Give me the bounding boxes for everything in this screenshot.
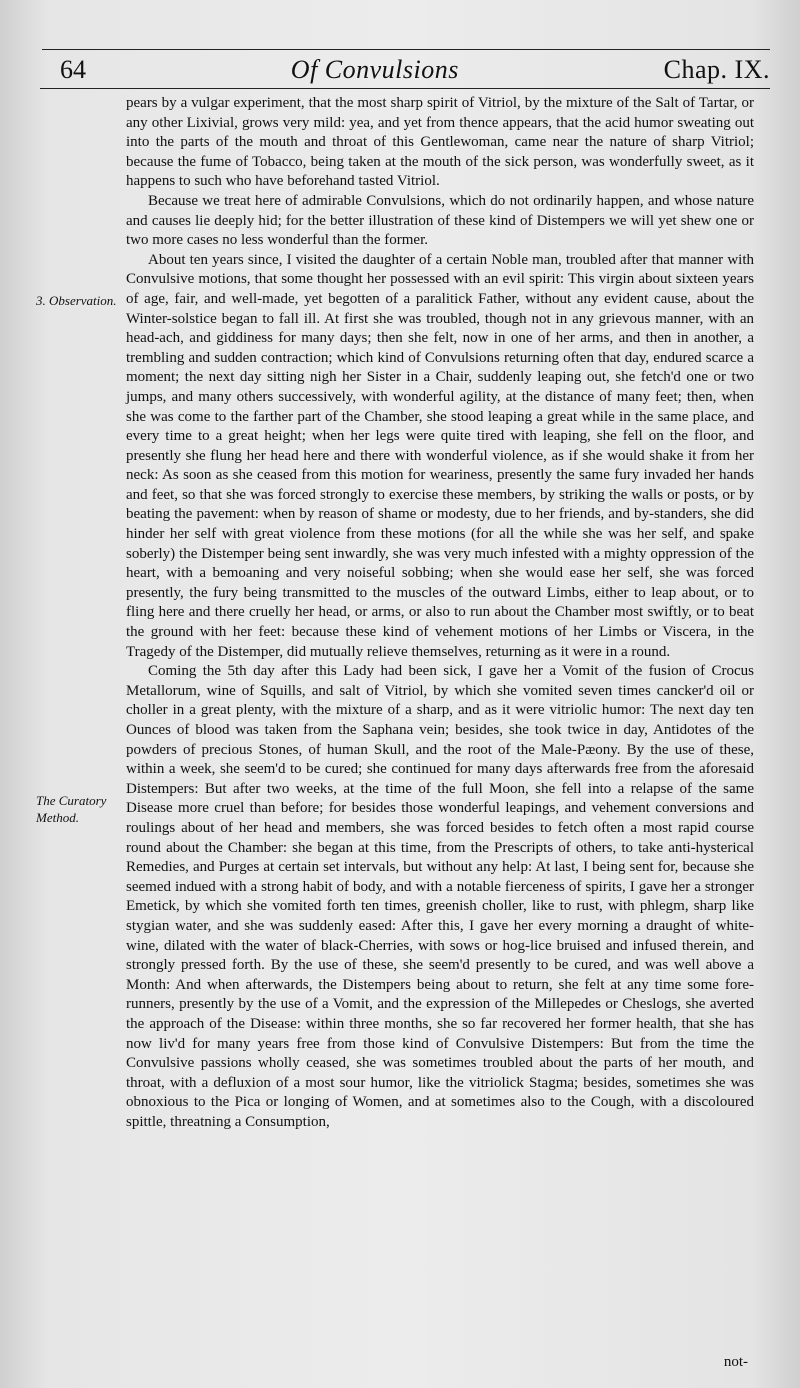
body-text (126, 94, 754, 1132)
chapter-label: Chap. IX. (663, 55, 770, 84)
paragraph-observation: About ten years since, I visited the daughter of a certain Noble man, troubled after that manner with Convulsive motions, that some thought her possessed with an evil spirit: This virgin about sixteen years of age, fair, and well-made, yet begotten of a paralitick Father, without any evident cause, about the Winter-solstice began to fall ill. At first she was troubled, though not in any grievous manner, with an head-ach, and giddiness for many days; then she felt, now in one of her arms, and then in another, a trembling and sudden contraction; which kind of Convulsions returning often that day, endured scarce a moment; the next day sitting nigh her Sister in a Chair, suddenly leaping out, she fetch'd one or two jumps, and many others successively, with wonderful agility, at the distance of many feet; then, when she was come to the farther part of the Chamber, she stood leaping a great while in the same place, and every time to a great height; when her legs were quite tired with leaping, she fell on the floor, and presently she flung her head here and there with wonderful violence, as if she would shake it from her neck: As soon as she ceased from this motion for weariness, presently the same fury invaded her hands and feet, so that she was forced strongly to exercise these members, by striking the walls or posts, or by beating the pavement: when by reason of shame or modesty, due to her friends, and by-standers, she did hinder her self with great violence from these motions (for all the while she was her self, and spake soberly) the Distemper being sent inwardly, she was very much infested with a mighty oppression of the heart, with a bemoaning and very noiseful sobbing; when she would ease her self, she was forced presently, the fury being transmitted to the muscles of the outward Limbs, either to leap about, or to fling here and there cruelly her head, or arms, or also to run about the Chamber most swiftly, or to beat the ground with her feet: because these kind of vehement motions of her Limbs or Viscera, in the Tragedy of the Distemper, did mutually relieve themselves, returning as it were in a round. (126, 251, 754, 660)
page-number: 64 (60, 55, 86, 84)
paragraph-continuation: pears by a vulgar experiment, that the most sharp spirit of Vitriol, by the mixture of the Salt of Tartar, or any other Lixivial, grows very mild: yea, and yet from thence appears, that the acid humor sweating out into the parts of the mouth and throat of this Gentlewoman, came near the nature of sharp Vitriol; because the fume of Tobacco, being taken at the mouth of the sick person, was wonderfully sweet, as it happens to such who have beforehand tasted Vitriol. (126, 95, 754, 190)
margin-note-observation: 3. Observation. (36, 293, 117, 308)
catchword: not- (723, 1354, 748, 1370)
page-header (40, 52, 770, 89)
paragraph-admirable-convulsions: Because we treat here of admirable Convulsions, which do not ordinarily happen, and whose nature and causes lie deeply hid; for the better illustration of these kind of Distempers we will yet shew one or two more cases no less wonderful than the former. (126, 192, 754, 249)
running-title: Of Convulsions (290, 55, 459, 84)
top-rule (42, 49, 770, 50)
margin-note-curatory-method: The Curatory Method. (36, 793, 107, 825)
paragraph-curatory-method: Coming the 5th day after this Lady had been sick, I gave her a Vomit of the fusion of Crocus Metallorum, wine of Squills, and salt of Vitriol, by which she vomited seven times cancker'd oil or choller in a great plenty, with the mixture of a sharp, and as it were vitriolic humor: The next day ten Ounces of blood was taken from the Saphana vein; besides, she took twice in day, Antidotes of the powders of precious Stones, of human Skull, and the root of the Male-Pæony. By the use of these, within a week, she seem'd to be cured; she continued for many days afterwards free from the aforesaid Distempers: But after two weeks, at the time of the full Moon, she fell into a relapse of the same Disease more cruel than before; for besides those wonderful leapings, and vehement conversions and roulings about of her head and members, she was forced besides to fetch often a most rapid course round about the Chamber: she began at this time, from the Prescripts of others, to take anti-hysterical Remedies, and Purges at certain set intervals, but without any help: At last, I being sent for, because she seemed indued with a strong habit of body, and with a notable fierceness of spirits, I gave her a stronger Emetick, by which she vomited forth ten times, greenish choller, like to rust, with phlegm, sharp like stygian water, and she was suddenly eased: After this, I gave her every morning a draught of white-wine, dilated with the water of black-Cherries, with sows or hog-lice bruised and infused therein, and strongly pressed forth. By the use of these, she seem'd presently to be cured, and was well above a Month: And when afterwards, the Distempers being about to return, she felt at any time some fore-runners, presently by the use of a Vomit, and the expression of the Millepedes or Cheslogs, she averted the approach of the Disease: within three months, she so far recovered her former health, that she has now liv'd for many years free from those kind of Convulsive Distempers: But from the time the Convulsive passions wholly ceased, she was sometimes troubled about the parts of her mouth, and throat, with a defluxion of a most sour humor, like the vitriolick Stagma; besides, sometimes she was obnoxious to the Pica or longing of Women, and at sometimes also to the Cough, with a discoloured spittle, threatning a Consumption, (126, 663, 754, 1130)
